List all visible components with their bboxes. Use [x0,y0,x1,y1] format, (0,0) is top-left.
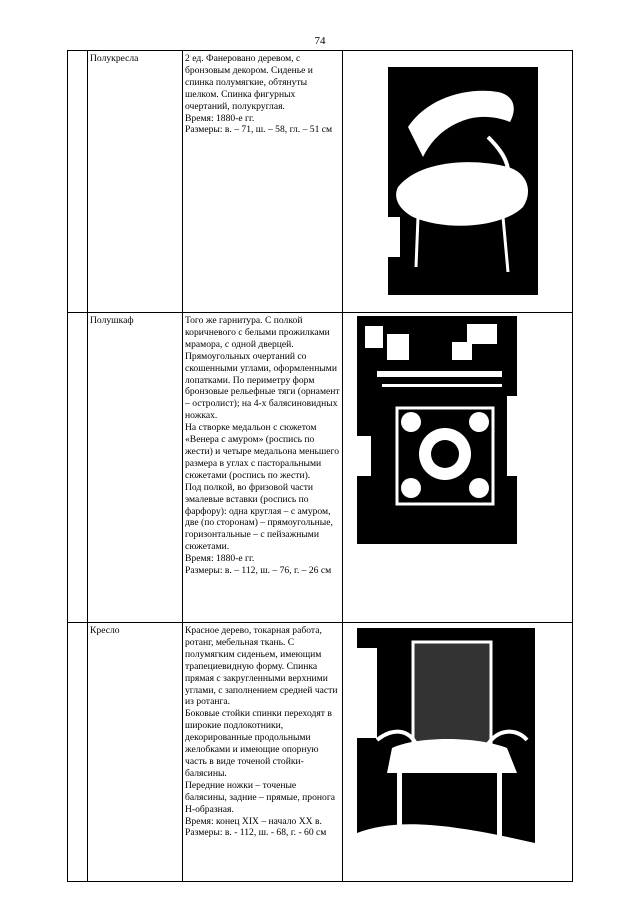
description-paragraph: Красное дерево, токарная работа, ротанг, мебельная ткань. С полумягким сиденьем, имеющим трапециевидную форму. Спинка прямая с закругленными верхними углами, с заполнением средней части из ротанга. [185,625,338,708]
item-description [183,51,343,313]
description-paragraph: Боковые стойки спинки переходят в широкие подлокотники, декорированные продольными желобками и имеющие опорную часть в виде точеной стойки-балясины. [185,708,332,779]
photo-cell [343,51,573,313]
table-row [68,623,573,882]
description-dimensions: Размеры: в. – 71, ш. – 58, гл. – 51 см [185,124,333,136]
description-paragraph: Под полкой, во фризовой части эмалевые вставки (роспись по фарфору): одна круглая – с амуром, две (по сторонам) – прямоугольные, горизонтальные – с пейзажными сюжетами. [185,481,333,553]
cabinet-photo [357,316,517,544]
description-paragraph: Передние ножки – точеные балясины, задние – прямые, пронога Н-образная. [185,779,336,815]
row-number-cell [68,623,88,882]
photo-cell [343,313,573,623]
cabinet-image [357,316,517,544]
row-number-cell [68,313,88,623]
chair-photo [357,628,535,868]
description-date: Время: 1880-е гг. [185,112,255,124]
photo-cell [343,623,573,882]
page-number: 74 [314,35,326,47]
item-description [183,623,343,882]
description-paragraph: 2 ед. Фанеровано деревом, с бронзовым декором. Сиденье и спинка полумягкие, обтянуты шелком. Спинка фигурных очертаний, полукруглая. [185,53,313,112]
item-name: Полукресла [88,51,183,313]
description-dimensions: Размеры: в. - 112, ш. - 68, г. - 60 см [185,827,327,839]
table-row [68,51,573,313]
catalog-table [67,50,573,882]
description-dimensions: Размеры: в. – 112, ш. – 76, г. – 26 см [185,565,332,577]
description-date: Время: конец XIX – начало XX в. [185,815,322,827]
row-number-cell [68,51,88,313]
description-paragraph: На створке медальон с сюжетом «Венера с амуром» (роспись по жести) и четыре медальона меньшего размера в углах с пасторальными сюжетами (роспись по жести). [185,422,340,481]
armchair-image [388,67,538,295]
armchair-photo [388,67,538,295]
item-name: Кресло [88,623,183,882]
item-description [183,313,343,623]
description-paragraph: Того же гарнитура. С полкой коричневого с белыми прожилками мрамора, с одной дверцей. Прямоугольных очертаний со скошенными углами, оформленными лопатками. По периметру форм бронзовые рельефные тяги (орнамент – остролист); на 4-х балясиновидных ножках. [185,315,340,422]
description-date: Время: 1880-е гг. [185,553,255,565]
chair-image [357,628,535,868]
table-row [68,313,573,623]
item-name: Полушкаф [88,313,183,623]
